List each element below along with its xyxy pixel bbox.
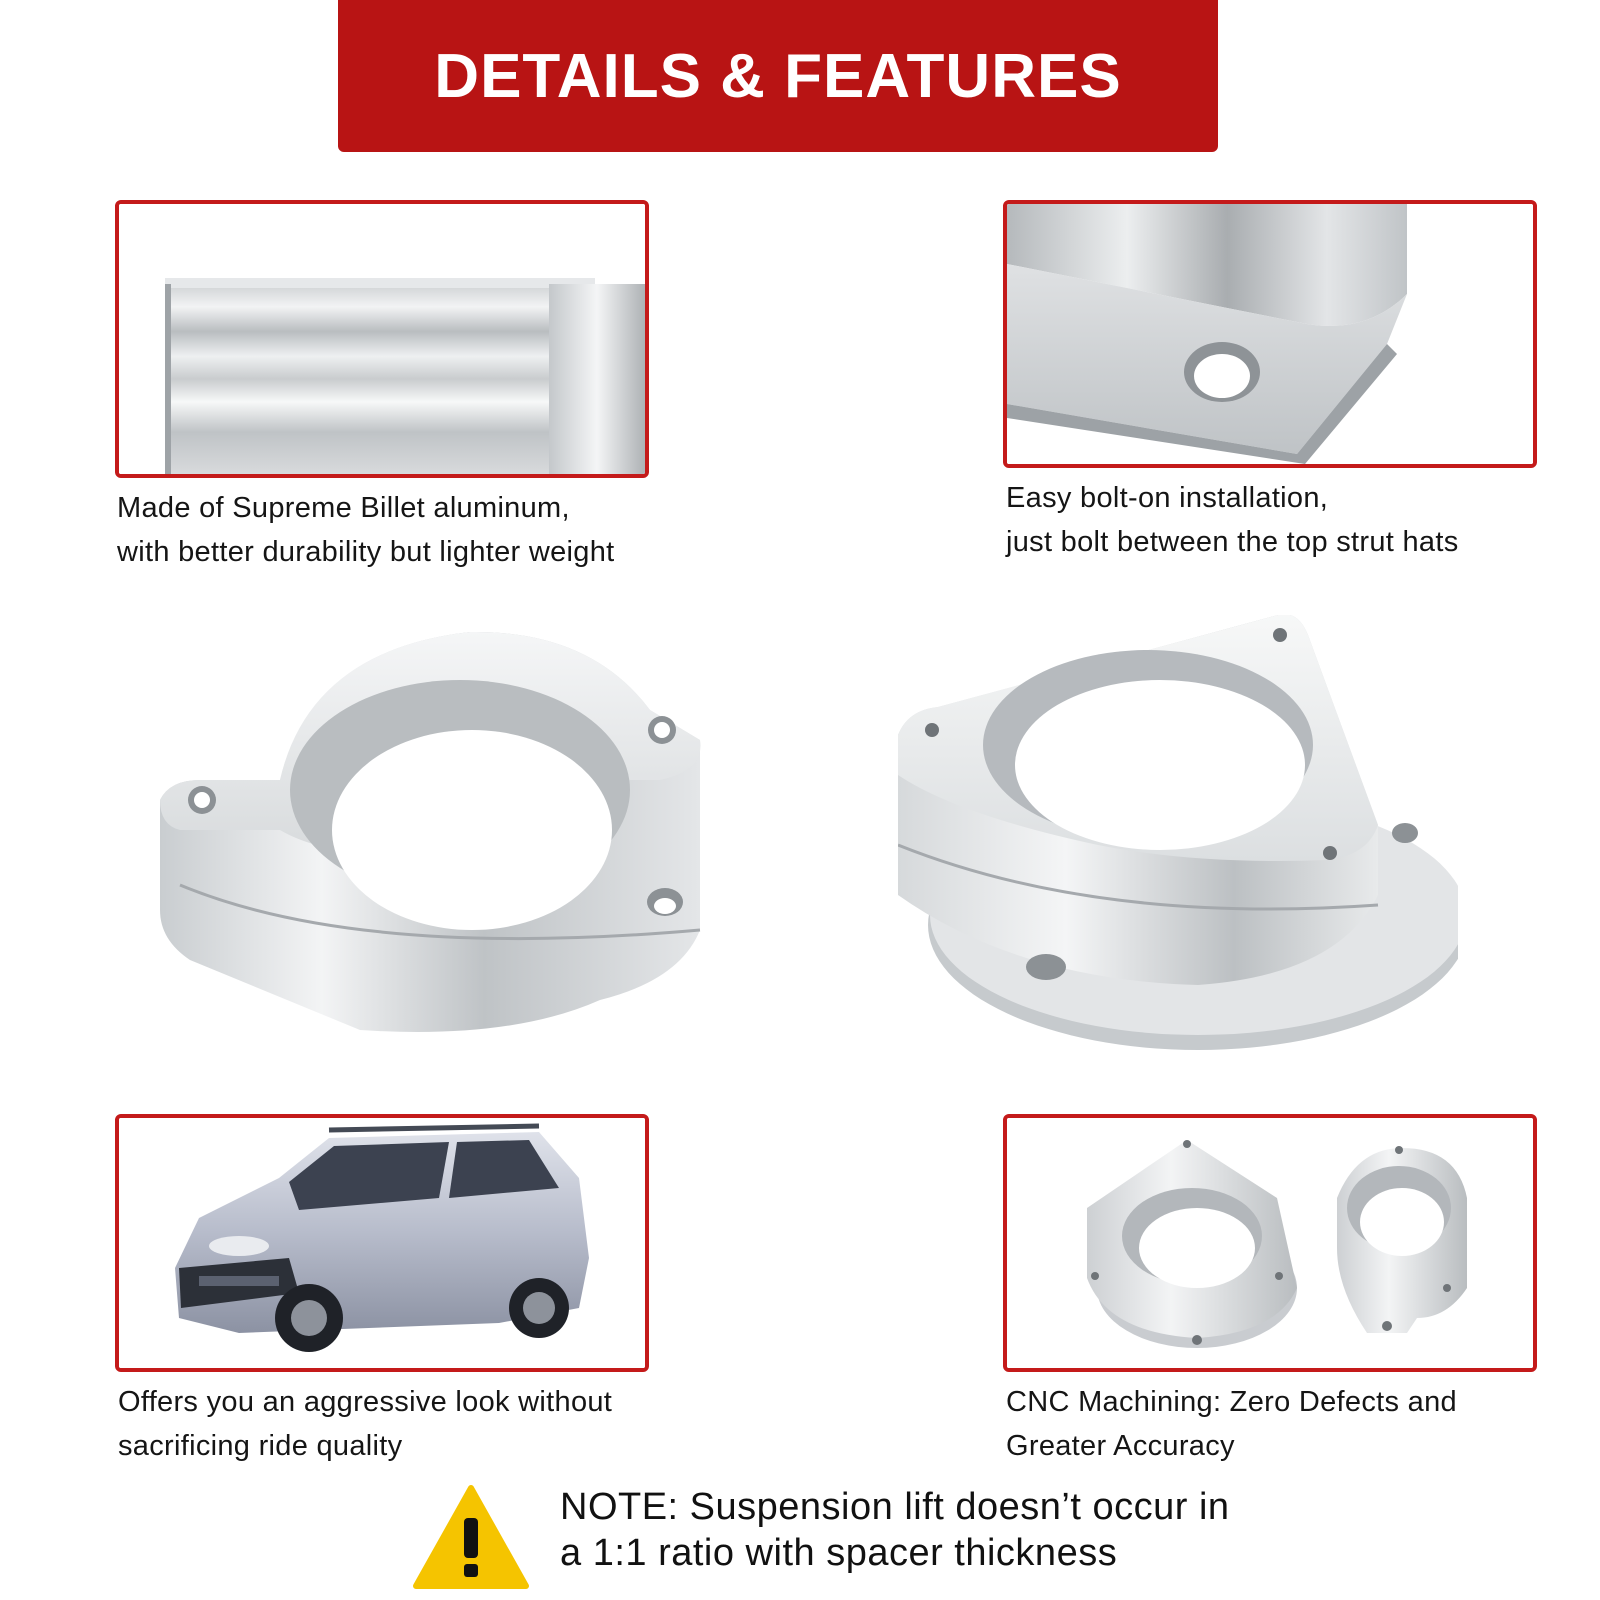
aluminum-surface-closeup-icon <box>119 204 645 474</box>
front-strut-spacer <box>898 615 1458 1055</box>
feature-caption-aluminum: Made of Supreme Billet aluminum, with better durability but lighter weight <box>117 492 615 568</box>
feature-image-bolt-hole <box>1003 200 1537 468</box>
header-banner <box>338 0 1218 152</box>
bolt-hole-closeup-icon <box>1007 204 1533 464</box>
feature-caption-aggressive-look: Offers you an aggressive look without sacrificing ride quality <box>118 1386 613 1462</box>
feature-caption-cnc-machining: CNC Machining: Zero Defects and Greater Accuracy <box>1006 1386 1457 1462</box>
note-section <box>412 1480 1312 1590</box>
rear-strut-spacer <box>160 630 720 1050</box>
front-strut-spacer-icon <box>898 615 1458 1055</box>
feature-image-spacer-pair <box>1003 1114 1537 1372</box>
page-title: DETAILS & FEATURES <box>434 41 1122 111</box>
feature-caption-bolt-on: Easy bolt-on installation, just bolt between the top strut hats <box>1006 482 1459 558</box>
feature-image-aluminum <box>115 200 649 478</box>
suv-car-icon <box>119 1118 645 1368</box>
rear-strut-spacer-icon <box>160 630 720 1050</box>
warning-triangle-icon <box>412 1484 530 1590</box>
note-text: NOTE: Suspension lift doesn’t occur in a 1:1 ratio with spacer thickness <box>560 1486 1230 1574</box>
spacer-pair-icon <box>1007 1118 1533 1368</box>
feature-image-suv <box>115 1114 649 1372</box>
